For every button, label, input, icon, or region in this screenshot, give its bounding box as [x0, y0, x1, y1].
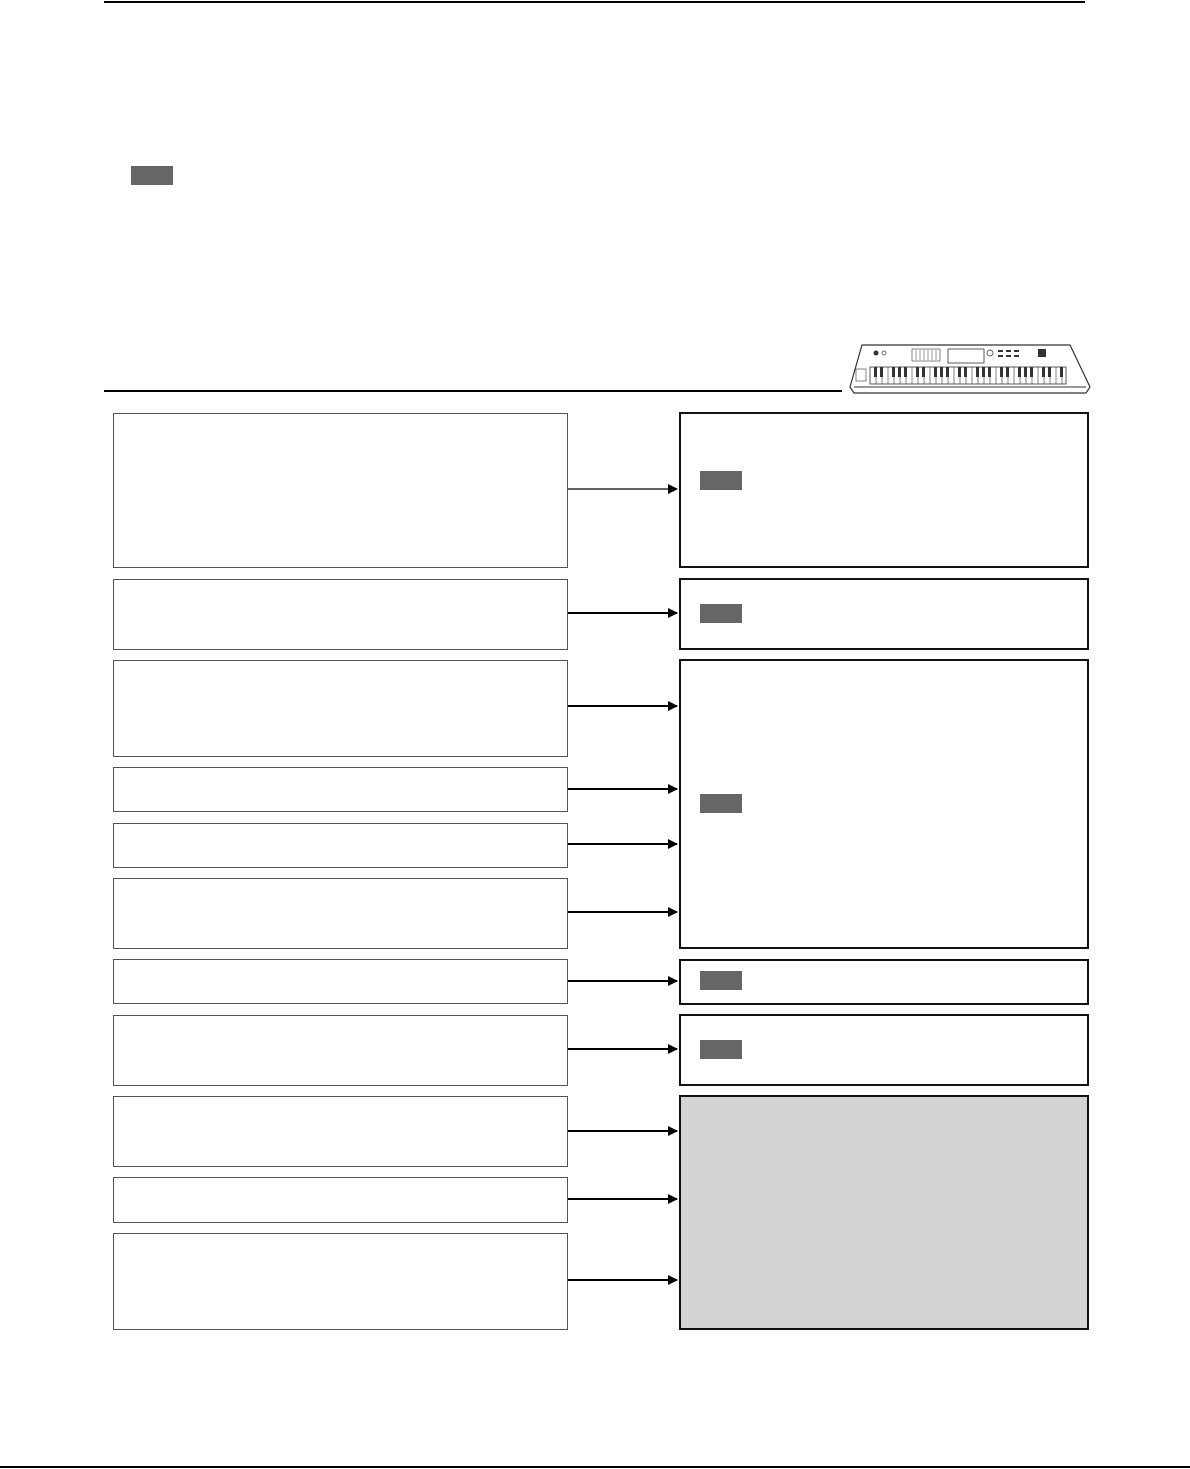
left-box-5 — [113, 823, 568, 868]
note-tag — [700, 794, 742, 813]
left-box-8 — [113, 1015, 568, 1086]
left-box-7 — [113, 959, 568, 1004]
note-tag — [700, 471, 742, 490]
left-box-9 — [113, 1096, 568, 1167]
bottom-rule — [0, 1466, 1190, 1468]
section-rule — [104, 390, 842, 392]
top-rule — [104, 1, 1085, 3]
intro-note-tag — [131, 166, 173, 185]
left-box-4 — [113, 767, 568, 812]
left-box-3 — [113, 660, 568, 757]
right-box-6-shaded — [679, 1095, 1089, 1330]
note-tag — [700, 971, 742, 990]
left-box-10 — [113, 1177, 568, 1223]
left-box-1 — [113, 413, 568, 568]
left-box-6 — [113, 878, 568, 949]
note-tag — [700, 1040, 742, 1059]
right-box-1 — [679, 412, 1089, 568]
left-box-11 — [113, 1233, 568, 1330]
note-tag — [700, 604, 742, 623]
left-box-2 — [113, 579, 568, 650]
keyboard-instrument-icon — [848, 341, 1092, 397]
